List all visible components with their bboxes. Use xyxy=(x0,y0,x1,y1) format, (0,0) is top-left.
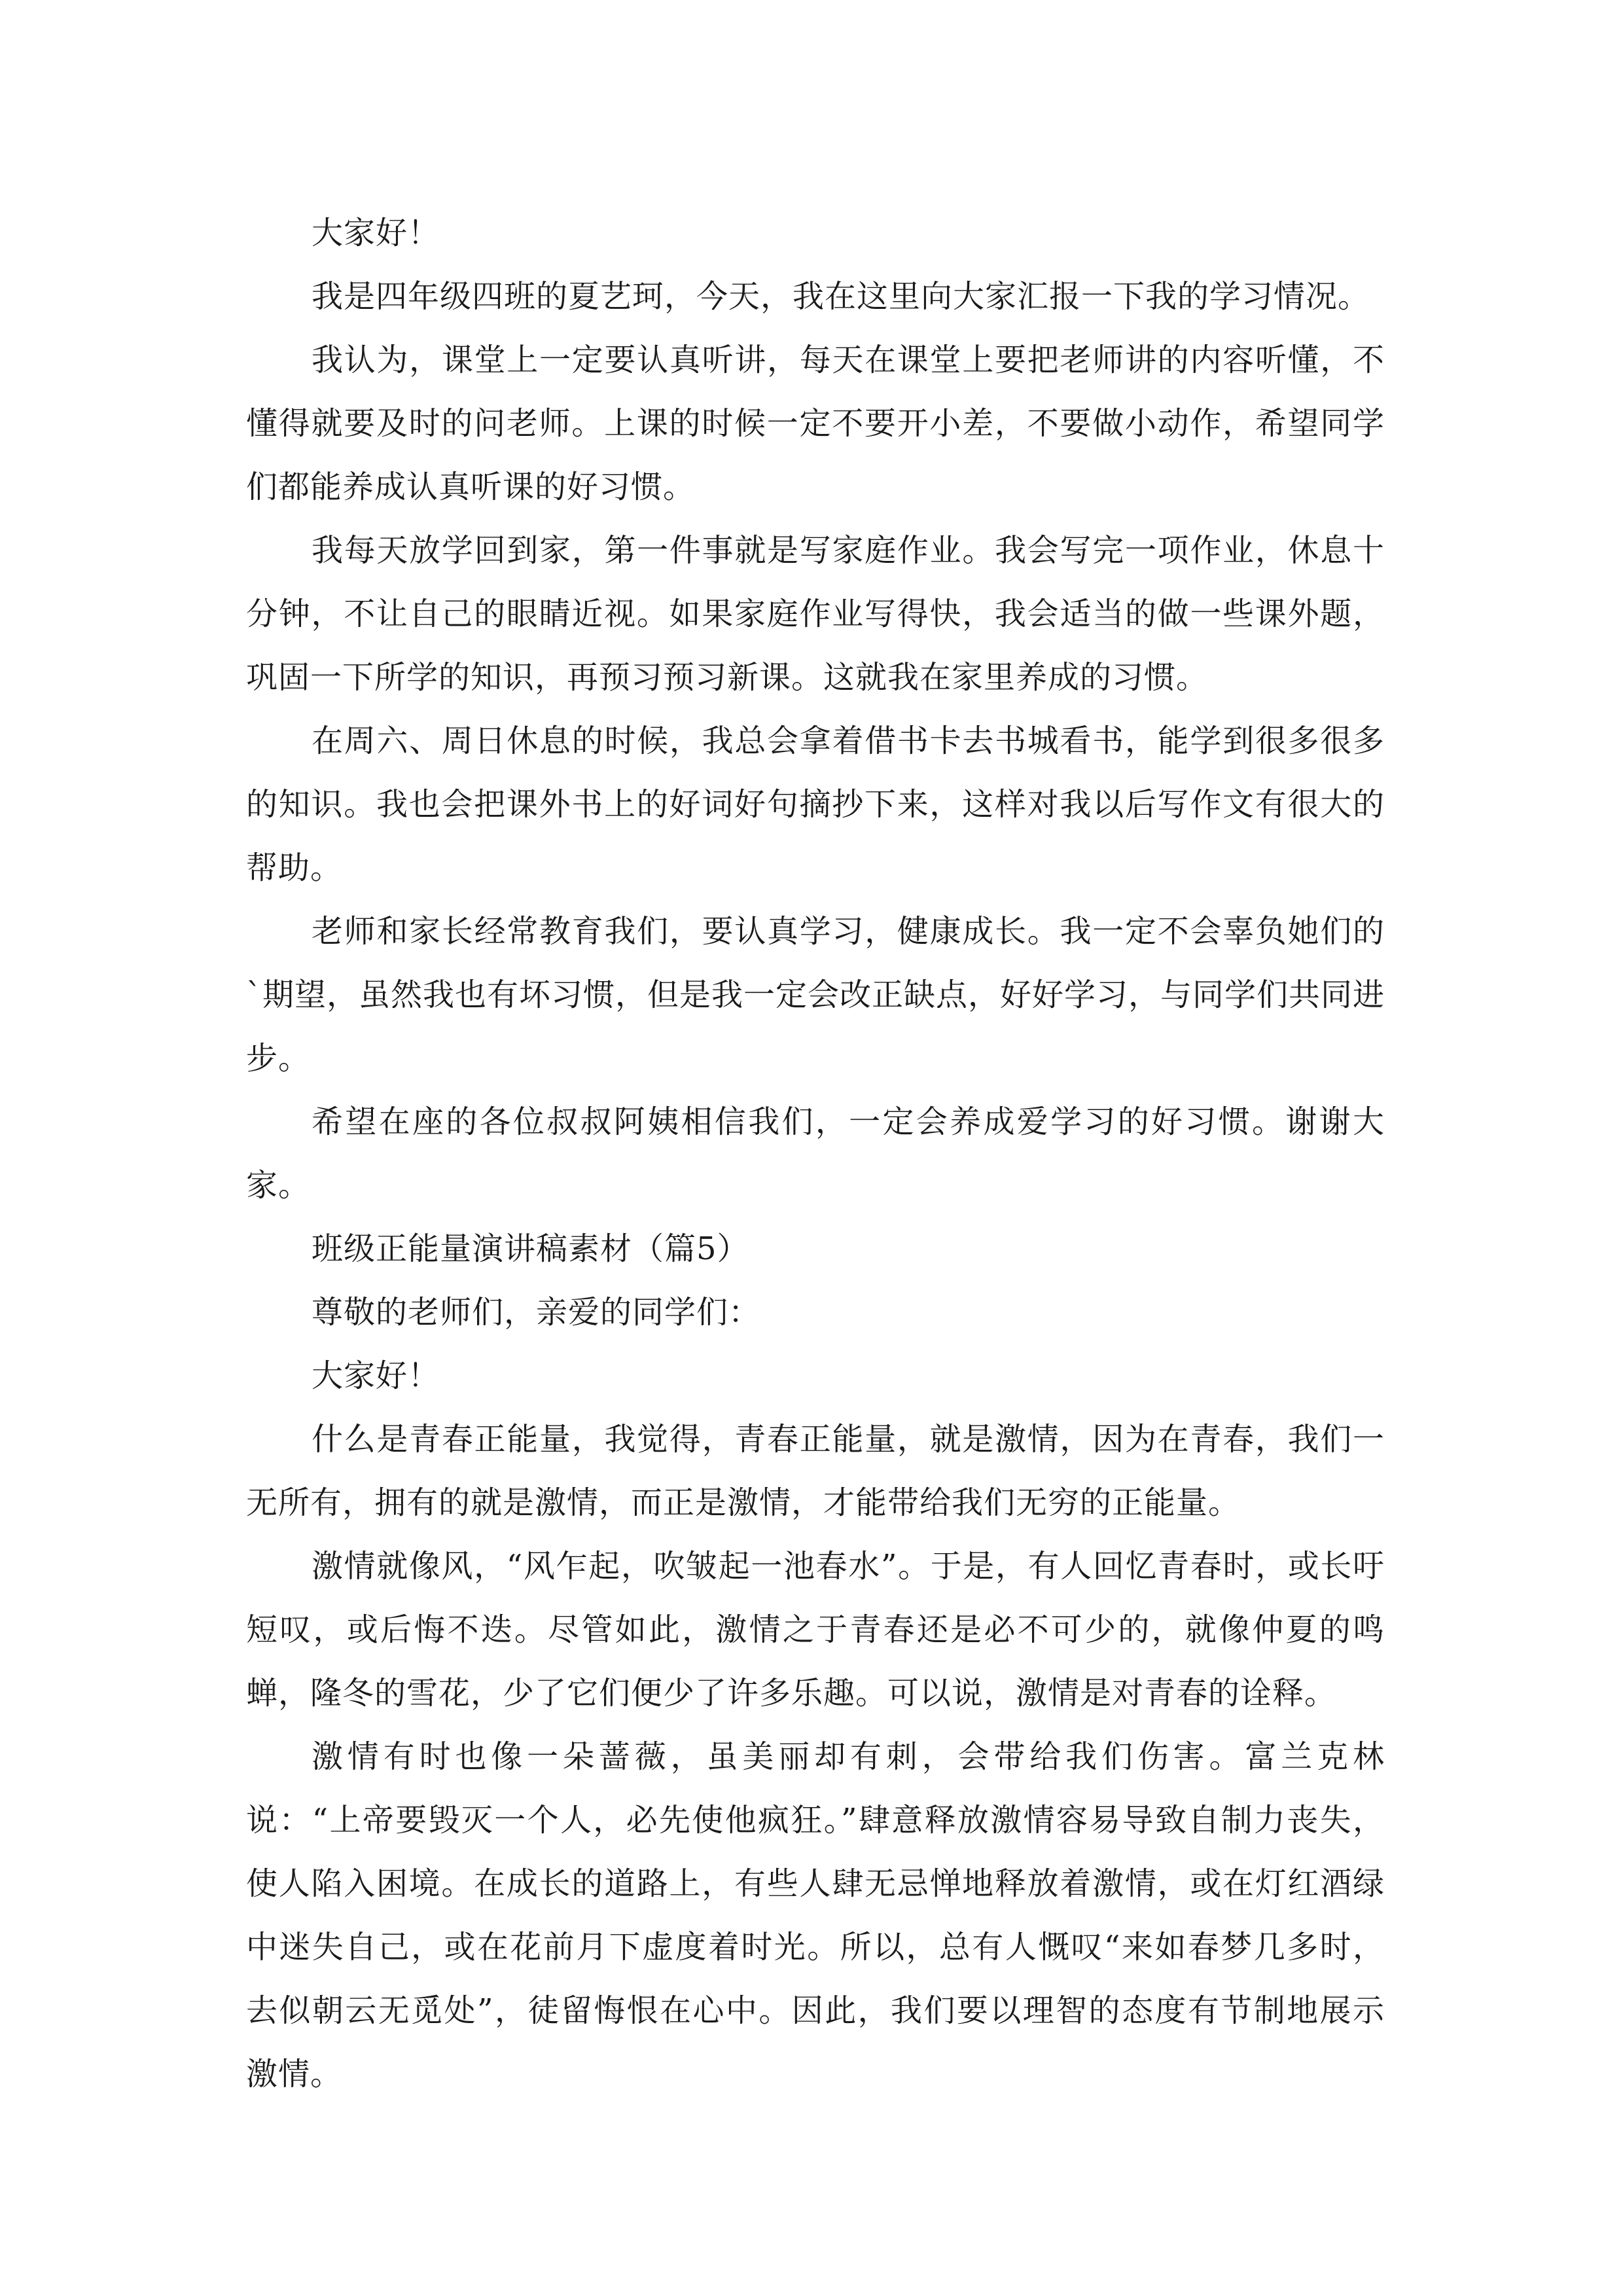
paragraph: 我每天放学回到家，第一件事就是写家庭作业。我会写完一项作业，休息十分钟，不让自己的眼睛近视。如果家庭作业写得快，我会适当的做一些课外题，巩固一下所学的知识，再预习预习新课。这就我在家里养成的习惯。 xyxy=(246,532,1385,696)
section-heading: 班级正能量演讲稿素材（篇5） xyxy=(312,1230,749,1267)
paragraph: 我认为，课堂上一定要认真听讲，每天在课堂上要把老师讲的内容听懂，不懂得就要及时的问老师。上课的时候一定不要开小差，不要做小动作，希望同学们都能养成认真听课的好习惯。 xyxy=(246,342,1385,505)
paragraph: 什么是青春正能量，我觉得，青春正能量，就是激情，因为在青春，我们一无所有，拥有的就是激情，而正是激情，才能带给我们无穷的正能量。 xyxy=(246,1421,1385,1521)
salutation: 尊敬的老师们，亲爱的同学们： xyxy=(312,1294,761,1331)
paragraph: 激情有时也像一朵蔷薇，虽美丽却有刺，会带给我们伤害。富兰克林说：“上帝要毁灭一个人，必先使他疯狂。”肆意释放激情容易导致自制力丧失，使人陷入困境。在成长的道路上，有些人肆无忌惮地释放着激情，或在灯红酒绿中迷失自己，或在花前月下虚度着时光。所以，总有人慨叹“来如春梦几多时，去似朝云无觅处”，徒留悔恨在心中。因此，我们要以理智的态度有节制地展示激情。 xyxy=(246,1738,1385,2092)
paragraph: 激情就像风，“风乍起，吹皱起一池春水”。于是，有人回忆青春时，或长吁短叹，或后悔不迭。尽管如此，激情之于青春还是必不可少的，就像仲夏的鸣蝉，隆冬的雪花，少了它们便少了许多乐趣。可以说，激情是对青春的诠释。 xyxy=(246,1548,1385,1712)
document-body xyxy=(246,202,1385,2106)
greeting: 大家好！ xyxy=(312,1357,440,1394)
paragraph: 老师和家长经常教育我们，要认真学习，健康成长。我一定不会辜负她们的`期望，虽然我也有坏习惯，但是我一定会改正缺点，好好学习，与同学们共同进步。 xyxy=(246,913,1385,1077)
paragraph: 我是四年级四班的夏艺珂，今天，我在这里向大家汇报一下我的学习情况。 xyxy=(312,278,1370,315)
paragraph: 希望在座的各位叔叔阿姨相信我们，一定会养成爱学习的好习惯。谢谢大家。 xyxy=(246,1103,1385,1204)
paragraph: 大家好！ xyxy=(312,215,440,251)
paragraph: 在周六、周日休息的时候，我总会拿着借书卡去书城看书，能学到很多很多的知识。我也会把课外书上的好词好句摘抄下来，这样对我以后写作文有很大的帮助。 xyxy=(246,723,1385,886)
